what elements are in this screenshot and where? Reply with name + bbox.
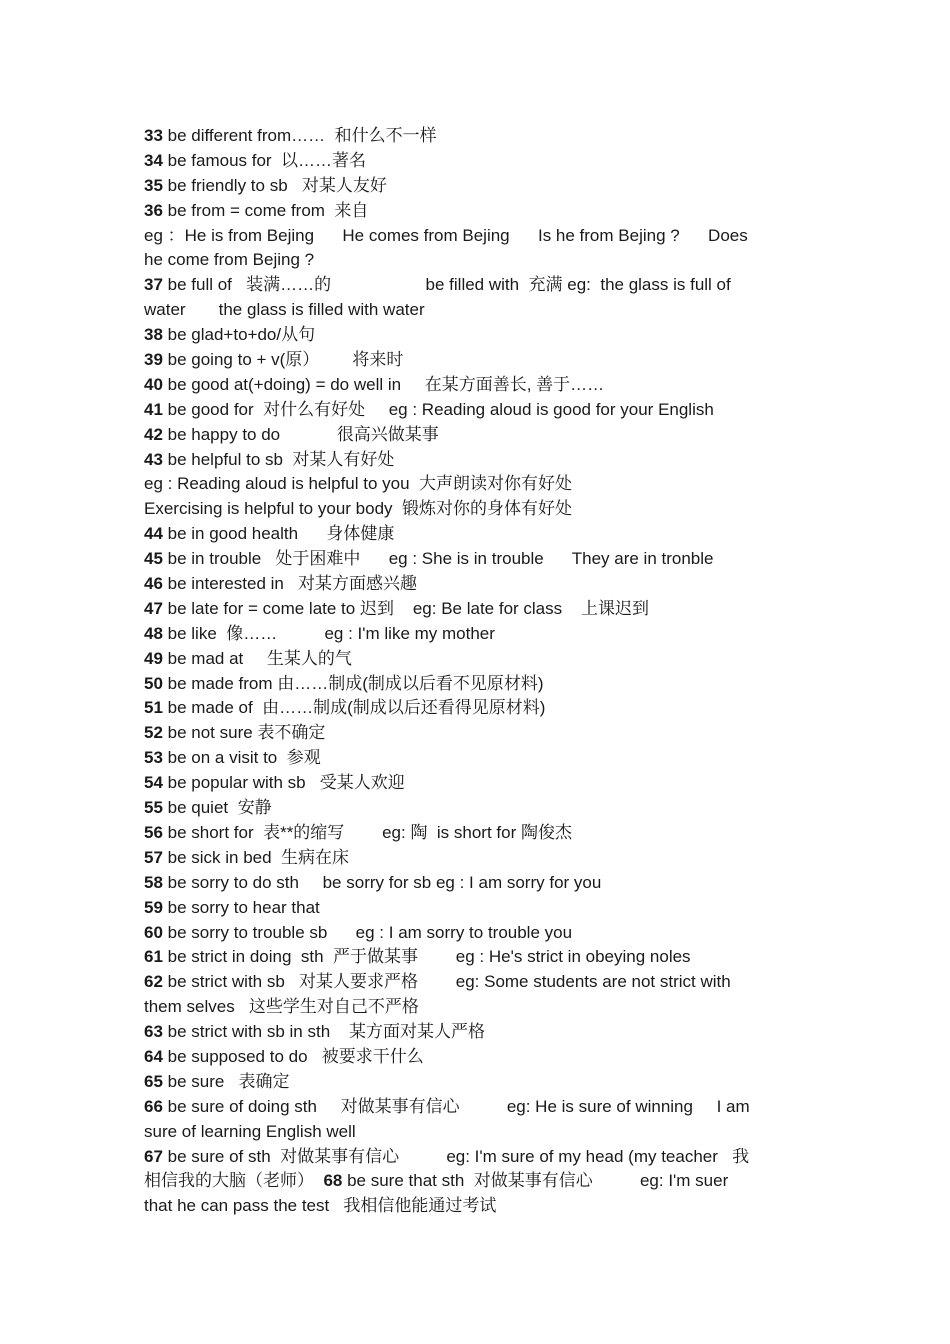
entry-text: be popular with sb 受某人欢迎 xyxy=(162,773,405,793)
entry-text: be made from 由……制成(制成以后看不见原材料) xyxy=(162,673,544,693)
entry-text: Exercising is helpful to your body 锻炼对你的身体有好处 xyxy=(144,499,572,519)
entry-text: be in trouble 处于困难中 eg : She is in trouble They are in tronble xyxy=(162,549,714,569)
text-line xyxy=(144,1095,806,1120)
text-line xyxy=(144,721,806,746)
entry-text: water the glass is filled with water xyxy=(144,300,425,320)
text-line xyxy=(144,174,806,199)
entry-text: be late for = come late to 迟到 eg: Be late for class 上课迟到 xyxy=(162,598,650,618)
entry-text: eg ：He is from Bejing He comes from Bejing Is he from Bejing ? Does xyxy=(144,225,748,245)
entry-text: be quiet 安静 xyxy=(162,798,272,818)
entry-number: 66 xyxy=(144,1096,163,1116)
entry-number: 51 xyxy=(144,698,163,718)
text-line xyxy=(144,149,806,174)
text-line xyxy=(144,124,806,149)
text-line xyxy=(144,970,806,995)
text-line xyxy=(144,248,806,273)
text-line xyxy=(144,921,806,946)
entry-number: 57 xyxy=(144,847,163,867)
text-line xyxy=(144,1194,806,1219)
text-line xyxy=(144,1145,806,1170)
entry-number: 45 xyxy=(144,549,163,569)
text-line xyxy=(144,497,806,522)
entry-text: he come from Bejing ? xyxy=(144,250,315,270)
entry-text: be in good health 身体健康 xyxy=(162,524,395,544)
entry-number: 58 xyxy=(144,872,163,892)
text-line xyxy=(144,1169,806,1194)
entry-number: 61 xyxy=(144,947,163,967)
entry-number: 46 xyxy=(144,574,163,594)
entry-number: 55 xyxy=(144,798,163,818)
entry-number: 63 xyxy=(144,1022,163,1042)
entry-text: be famous for 以……著名 xyxy=(162,150,367,170)
text-line xyxy=(144,1070,806,1095)
text-line xyxy=(144,1045,806,1070)
entry-text: be sorry to trouble sb eg : I am sorry to trouble you xyxy=(162,922,573,942)
text-line xyxy=(144,273,806,298)
entry-number: 48 xyxy=(144,623,163,643)
entry-text: be good at(+doing) = do well in 在某方面善长, 善于…… xyxy=(162,374,605,394)
entry-text: be sure that sth 对做某事有信心 eg: I'm suer xyxy=(342,1171,729,1191)
entry-number: 39 xyxy=(144,350,163,370)
text-line xyxy=(144,672,806,697)
entry-number: 52 xyxy=(144,723,163,743)
entry-text: be strict with sb 对某人要求严格 eg: Some students are not strict with xyxy=(162,972,731,992)
entry-text: be sure 表确定 xyxy=(162,1071,290,1091)
entry-number: 41 xyxy=(144,399,163,419)
text-line xyxy=(144,746,806,771)
text-line xyxy=(144,224,806,249)
entry-number: 33 xyxy=(144,126,163,145)
entry-text: be going to + v(原） 将来时 xyxy=(162,350,404,370)
entry-text: be mad at 生某人的气 xyxy=(162,648,352,668)
entry-number: 38 xyxy=(144,325,163,345)
text-line xyxy=(144,796,806,821)
entry-text: be happy to do 很高兴做某事 xyxy=(162,424,439,444)
entry-text: sure of learning English well xyxy=(144,1121,356,1141)
entry-number: 68 xyxy=(323,1171,343,1191)
entry-text: be strict in doing sth 严于做某事 eg : He's strict in obeying noles xyxy=(162,947,691,967)
entry-text: be sick in bed 生病在床 xyxy=(162,847,350,867)
entry-text: be not sure 表不确定 xyxy=(162,723,326,743)
text-line xyxy=(144,423,806,448)
entry-text: be like 像…… eg : I'm like my mother xyxy=(162,623,495,643)
entry-text: be sure of doing sth 对做某事有信心 eg: He is sure of winning I am xyxy=(162,1096,750,1116)
text-line xyxy=(144,323,806,348)
text-line xyxy=(144,348,806,373)
entry-text: be short for 表**的缩写 eg: 陶 is short for 陶俊杰 xyxy=(162,822,572,842)
entry-number: 62 xyxy=(144,972,163,992)
entry-number: 65 xyxy=(144,1071,163,1091)
entry-number: 40 xyxy=(144,374,163,394)
entry-number: 47 xyxy=(144,598,163,618)
entry-number: 56 xyxy=(144,822,163,842)
entry-text: be supposed to do 被要求干什么 xyxy=(162,1046,424,1066)
text-line xyxy=(144,199,806,224)
text-line xyxy=(144,472,806,497)
text-line xyxy=(144,522,806,547)
entry-number: 60 xyxy=(144,922,163,942)
entry-number: 42 xyxy=(144,424,163,444)
entry-number: 49 xyxy=(144,648,163,668)
entry-text: be interested in 对某方面感兴趣 xyxy=(162,574,418,594)
entry-number: 59 xyxy=(144,897,163,917)
entry-number: 35 xyxy=(144,175,163,195)
text-line xyxy=(144,1020,806,1045)
text-line xyxy=(144,821,806,846)
entry-text: be sorry to hear that xyxy=(162,897,320,917)
entry-text: be from = come from 来自 xyxy=(162,200,369,220)
entry-text: eg : Reading aloud is helpful to you 大声朗读对你有好处 xyxy=(144,474,573,494)
text-line xyxy=(144,298,806,323)
entry-text: be sorry to do sth be sorry for sb eg : I am sorry for you xyxy=(162,872,602,892)
text-line xyxy=(144,696,806,721)
entry-number: 54 xyxy=(144,773,163,793)
entry-text: be helpful to sb 对某人有好处 xyxy=(162,449,395,469)
entry-text: be good for 对什么有好处 eg : Reading aloud is good for your English xyxy=(162,399,714,419)
entry-number: 37 xyxy=(144,275,163,295)
entry-text: be on a visit to 参观 xyxy=(162,748,321,768)
text-line xyxy=(144,547,806,572)
entry-number: 36 xyxy=(144,200,163,220)
text-line xyxy=(144,995,806,1020)
entry-text: be different from…… 和什么不一样 xyxy=(162,126,437,145)
text-line xyxy=(144,597,806,622)
entry-text: be friendly to sb 对某人友好 xyxy=(162,175,387,195)
entry-number: 34 xyxy=(144,150,163,170)
entry-text: be sure of sth 对做某事有信心 eg: I'm sure of my head (my teacher 我 xyxy=(162,1146,750,1166)
text-line xyxy=(144,572,806,597)
text-line xyxy=(144,771,806,796)
phrase-list xyxy=(144,124,806,1219)
entry-number: 67 xyxy=(144,1146,163,1166)
entry-text: that he can pass the test 我相信他能通过考试 xyxy=(144,1196,497,1216)
entry-text: be made of 由……制成(制成以后还看得见原材料) xyxy=(162,698,546,718)
text-line xyxy=(144,398,806,423)
entry-number: 53 xyxy=(144,748,163,768)
entry-text: be glad+to+do/从句 xyxy=(162,325,316,345)
text-line xyxy=(144,373,806,398)
entry-number: 50 xyxy=(144,673,163,693)
text-line xyxy=(144,871,806,896)
text-line xyxy=(144,846,806,871)
entry-text: be full of 装满……的 be filled with 充满 eg: the glass is full of xyxy=(162,275,731,295)
text-line xyxy=(144,1120,806,1145)
text-line xyxy=(144,945,806,970)
entry-text: them selves 这些学生对自己不严格 xyxy=(144,997,419,1017)
entry-text: 相信我的大脑（老师） xyxy=(144,1171,324,1191)
text-line xyxy=(144,647,806,672)
text-line xyxy=(144,896,806,921)
entry-number: 44 xyxy=(144,524,163,544)
entry-text: be strict with sb in sth 某方面对某人严格 xyxy=(162,1022,486,1042)
text-line xyxy=(144,448,806,473)
entry-number: 64 xyxy=(144,1046,163,1066)
text-line xyxy=(144,622,806,647)
entry-number: 43 xyxy=(144,449,163,469)
